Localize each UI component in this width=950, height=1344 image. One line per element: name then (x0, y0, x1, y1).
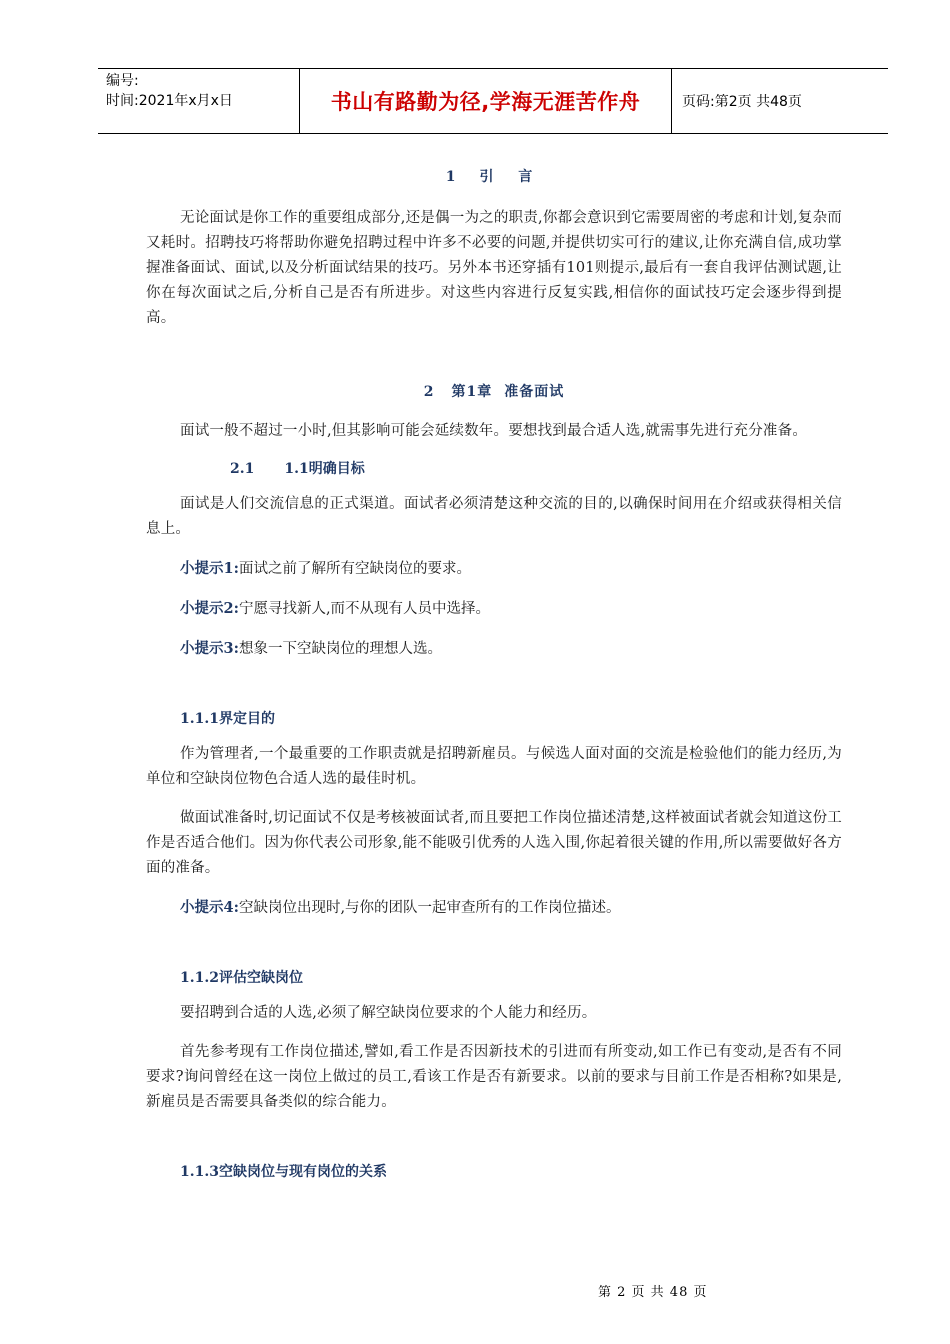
intro-paragraph: 无论面试是你工作的重要组成部分,还是偶一为之的职责,你都会意识到它需要周密的考虑和计划,复杂而又耗时。招聘技巧将帮助你避免招聘过程中许多不必要的问题,并提供切实可行的建议,让你充满自信,成功掌握准备面试、面试,以及分析面试结果的技巧。另外本书还穿插有101则提示,最后有一套自我评估测试题,让你在每次面试之后,分析自己是否有所进步。对这些内容进行反复实践,相信你的面试技巧定会逐步得到提高。 (146, 210, 842, 326)
tip-text: 面试之前了解所有空缺岗位的要求。 (238, 561, 471, 577)
heading-section-1-1-1: 1.1.1界定目的 (180, 711, 275, 727)
tip-2 (146, 596, 842, 622)
heading-intro (146, 162, 842, 190)
heading-number: 2.1 (230, 461, 255, 477)
section-1-1-1-paragraph-1: 作为管理者,一个最重要的工作职责就是招聘新雇员。与候选人面对面的交流是检验他们的能力经历,为单位和空缺岗位物色合适人选的最佳时机。 (146, 746, 842, 787)
heading-number: 1 (445, 169, 458, 185)
section-1-1-2-paragraph-2: 首先参考现有工作岗位描述,譬如,看工作是否因新技术的引进而有所变动,如工作已有变动,是否有不同要求?询问曾经在这一岗位上做过的员工,看该工作是否有新要求。以前的要求与目前工作是否相称?如果是,新雇员是否需要具备类似的综合能力。 (146, 1044, 842, 1110)
tip-text: 想象一下空缺岗位的理想人选。 (238, 641, 442, 657)
chapter-1-paragraph: 面试一般不超过一小时,但其影响可能会延续数年。要想找到最合适人选,就需事先进行充分准备。 (180, 423, 808, 439)
tip-3 (146, 636, 842, 662)
chapter-label: 第1章 (451, 384, 493, 400)
document-body (146, 158, 842, 1181)
tip-label: 小提示2: (180, 600, 239, 617)
heading-number: 2 (423, 384, 436, 400)
section-1-1-2-paragraph-1: 要招聘到合适的人选,必须了解空缺岗位要求的个人能力和经历。 (180, 1005, 597, 1021)
date-label: 时间:2021年x月x日 (106, 93, 233, 109)
heading-section-1-1 (146, 458, 842, 478)
tip-label: 小提示1: (180, 560, 239, 577)
heading-title: 1.1明确目标 (284, 461, 365, 477)
heading-section-1-1-3: 1.1.3空缺岗位与现有岗位的关系 (180, 1164, 387, 1180)
serial-label: 编号: (106, 73, 139, 89)
heading-title: 引 言 (479, 169, 543, 185)
tip-label: 小提示3: (180, 640, 239, 657)
section-1-1-1-paragraph-2: 做面试准备时,切记面试不仅是考核被面试者,而且要把工作岗位描述清楚,这样被面试者就会知道这份工作是否适合他们。因为你代表公司形象,能不能吸引优秀的人选入围,你起着很关键的作用,所以需要做好各方面的准备。 (146, 810, 842, 876)
section-1-1-paragraph: 面试是人们交流信息的正式渠道。面试者必须清楚这种交流的目的,以确保时间用在介绍或获得相关信息上。 (146, 496, 842, 537)
heading-section-1-1-2: 1.1.2评估空缺岗位 (180, 970, 303, 986)
header-motto: 书山有路勤为径,学海无涯苦作舟 (300, 69, 672, 133)
tip-text: 空缺岗位出现时,与你的团队一起审查所有的工作岗位描述。 (238, 900, 621, 916)
heading-chapter-1 (146, 377, 842, 405)
tip-4 (146, 895, 842, 921)
header-page-info: 页码:第2页 共48页 (682, 94, 802, 110)
header-meta (98, 69, 300, 133)
page-footer: 第 2 页 共 48 页 (598, 1285, 708, 1300)
page-header (98, 68, 888, 134)
tip-text: 宁愿寻找新人,而不从现有人员中选择。 (238, 601, 491, 617)
heading-title: 准备面试 (504, 384, 565, 400)
tip-label: 小提示4: (180, 899, 239, 916)
tip-1 (146, 556, 842, 582)
